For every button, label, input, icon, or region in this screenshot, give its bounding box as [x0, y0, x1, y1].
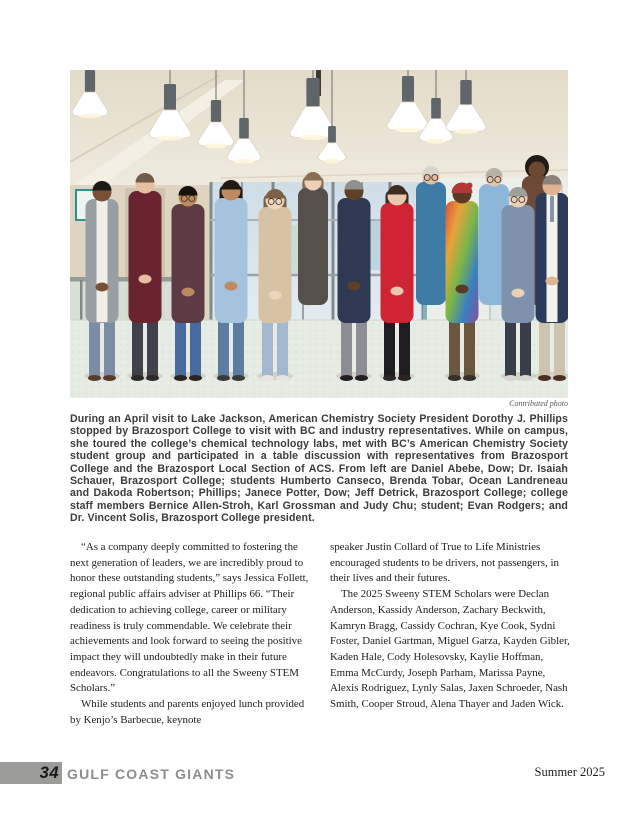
- photo-illustration: [70, 70, 568, 398]
- page-number: 34: [39, 763, 59, 782]
- contributed-photo: [70, 70, 568, 398]
- body-paragraph: The 2025 Sweeny STEM Scholars were Declan Anderson, Kassidy Anderson, Zachary Beckwith, Kamryn Bragg, Cassidy Cochran, Kye Cook, Sydni Foster, Daniel Gartman, Miguel Garza, Kayden Gibler, Kaden Hale, Cody Holesovsky, Kaylie Hoffman, Emma McCurdy, Joseph Parham, Marissa Payne, Alexis Rodriguez, Lynly Salas, Jaxen Schroeder, Nash Smith, Cooper Stroud, Alena Thayer and Jaden Wick.: [330, 588, 570, 711]
- photo-credit: Contributed photo: [509, 399, 568, 408]
- body-column-left: [70, 540, 309, 728]
- body-paragraph: speaker Justin Collard of True to Life Ministries encouraged students to be drivers, not passengers, in their lives and their futures.: [330, 541, 559, 585]
- body-column-right: [330, 540, 571, 713]
- photo-caption: During an April visit to Lake Jackson, American Chemistry Society President Dorothy J. Phillips stopped by Brazosport College to visit with BC and industry representatives. While on campus, she toured the college’s chemical technology labs, met with BC’s American Chemistry Society student group and participated in a table discussion with representatives from Brazosport College and the Brazosport Local Section of ACS. From left are Daniel Abebe, Dow; Dr. Isaiah Schauer, Brazosport College; students Humberto Canseco, Brenda Tobar, Ocean Landreneau and Dakoda Robertson; Phillips; Janece Potter, Dow; Jeff Detrick, Brazosport College; college staff members Bernice Allen-Stroh, Karl Grossman and Judy Chu; student; Evan Rodgers; and Dr. Vincent Solis, Brazosport College president.: [70, 413, 568, 525]
- publication-title: GULF COAST GIANTS: [67, 766, 236, 782]
- body-paragraph: While students and parents enjoyed lunch provided by Kenjo’s Barbecue, keynote: [70, 698, 305, 726]
- issue-date: Summer 2025: [534, 765, 605, 779]
- person-figure: [416, 166, 446, 305]
- person-figure: [298, 172, 328, 305]
- page-number-badge: [0, 762, 62, 784]
- body-paragraph: “As a company deeply committed to fostering the next generation of leaders, we are incredibly proud to honor these outstanding students,” says Jessica Follett, regional public affairs adviser at Phillips 66. “Their dedication to achieving college, career or military readiness is truly commendable. We celebrate their achievements and look forward to seeing the positive impact they will undoubtedly make in their future endeavors. Congratulations to all the Sweeny STEM Scholars.”: [70, 541, 309, 695]
